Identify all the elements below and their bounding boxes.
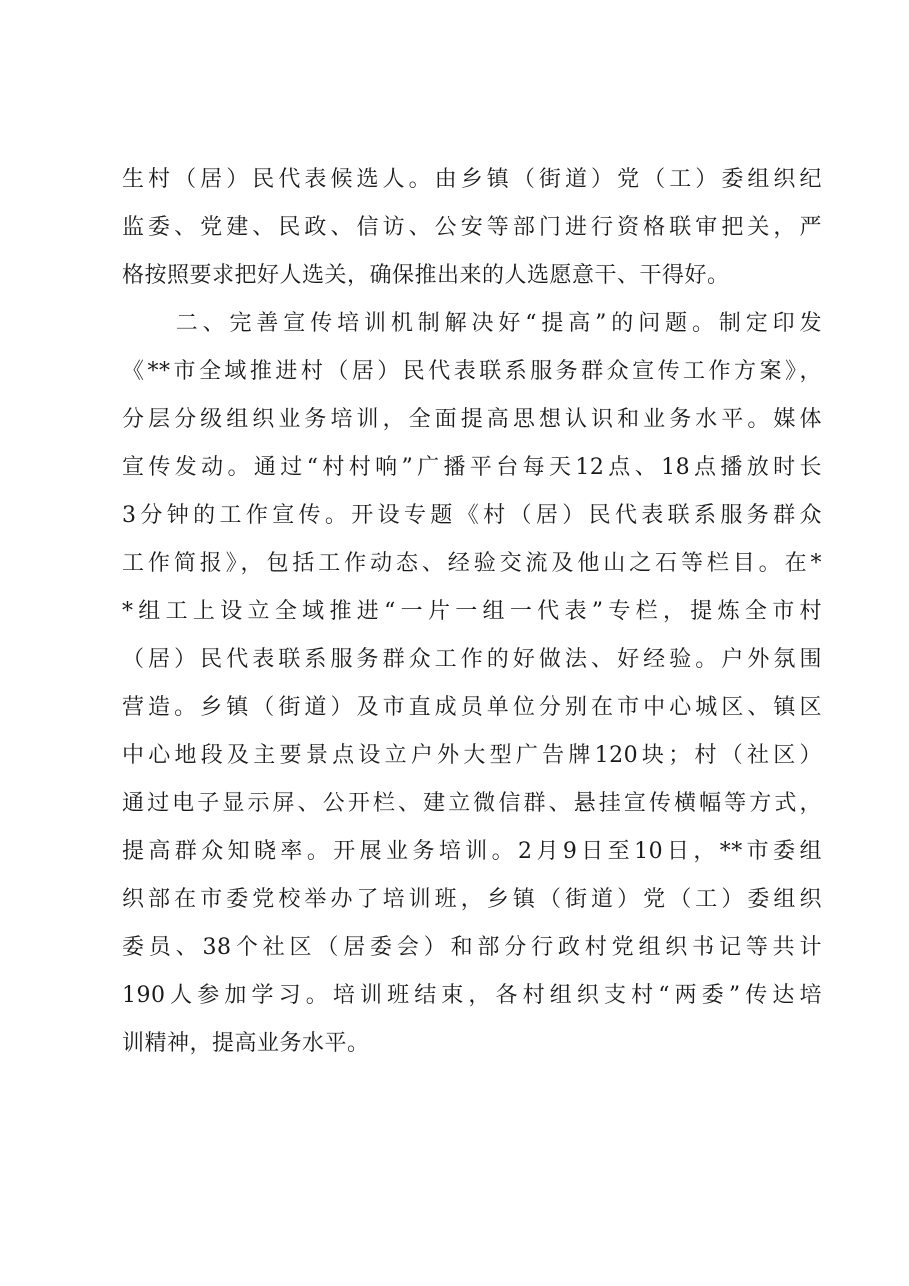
text-line: 织部在市委党校举办了培训班，乡镇（街道）党（工）委组织 bbox=[122, 887, 822, 912]
text-line: 190人参加学习。培训班结束，各村组织支村“两委”传达培 bbox=[122, 983, 822, 1008]
body-text bbox=[122, 156, 822, 1068]
text-line: 生村（居）民代表候选人。由乡镇（街道）党（工）委组织纪 bbox=[122, 167, 822, 192]
text-line: 通过电子显示屏、公开栏、建立微信群、悬挂宣传横幅等方式， bbox=[122, 791, 822, 816]
text-line: *组工上设立全域推进“一片一组一代表”专栏，提炼全市村 bbox=[122, 599, 822, 624]
text-line: 监委、党建、民政、信访、公安等部门进行资格联审把关，严 bbox=[122, 215, 822, 240]
text-line: 《**市全域推进村（居）民代表联系服务群众宣传工作方案》， bbox=[122, 359, 822, 384]
text-line: （居）民代表联系服务群众工作的好做法、好经验。户外氛围 bbox=[122, 647, 822, 672]
text-line: 工作简报》，包括工作动态、经验交流及他山之石等栏目。在* bbox=[122, 551, 822, 576]
text-line: 宣传发动。通过“村村响”广播平台每天12点、18点播放时长 bbox=[122, 455, 822, 480]
text-line: 二、完善宣传培训机制解决好“提高”的问题。制定印发 bbox=[122, 311, 822, 336]
text-line: 委员、38个社区（居委会）和部分行政村党组织书记等共计 bbox=[122, 935, 822, 960]
text-line: 提高群众知晓率。开展业务培训。2月9日至10日，**市委组 bbox=[122, 839, 822, 864]
text-line: 营造。乡镇（街道）及市直成员单位分别在市中心城区、镇区 bbox=[122, 695, 822, 720]
text-line: 分层分级组织业务培训，全面提高思想认识和业务水平。媒体 bbox=[122, 407, 822, 432]
text-line: 格按照要求把好人选关，确保推出来的人选愿意干、干得好。 bbox=[122, 263, 730, 288]
text-line: 中心地段及主要景点设立户外大型广告牌120块；村（社区） bbox=[122, 743, 822, 768]
text-line: 3分钟的工作宣传。开设专题《村（居）民代表联系服务群众 bbox=[122, 503, 822, 528]
text-line: 训精神，提高业务水平。 bbox=[122, 1031, 370, 1056]
